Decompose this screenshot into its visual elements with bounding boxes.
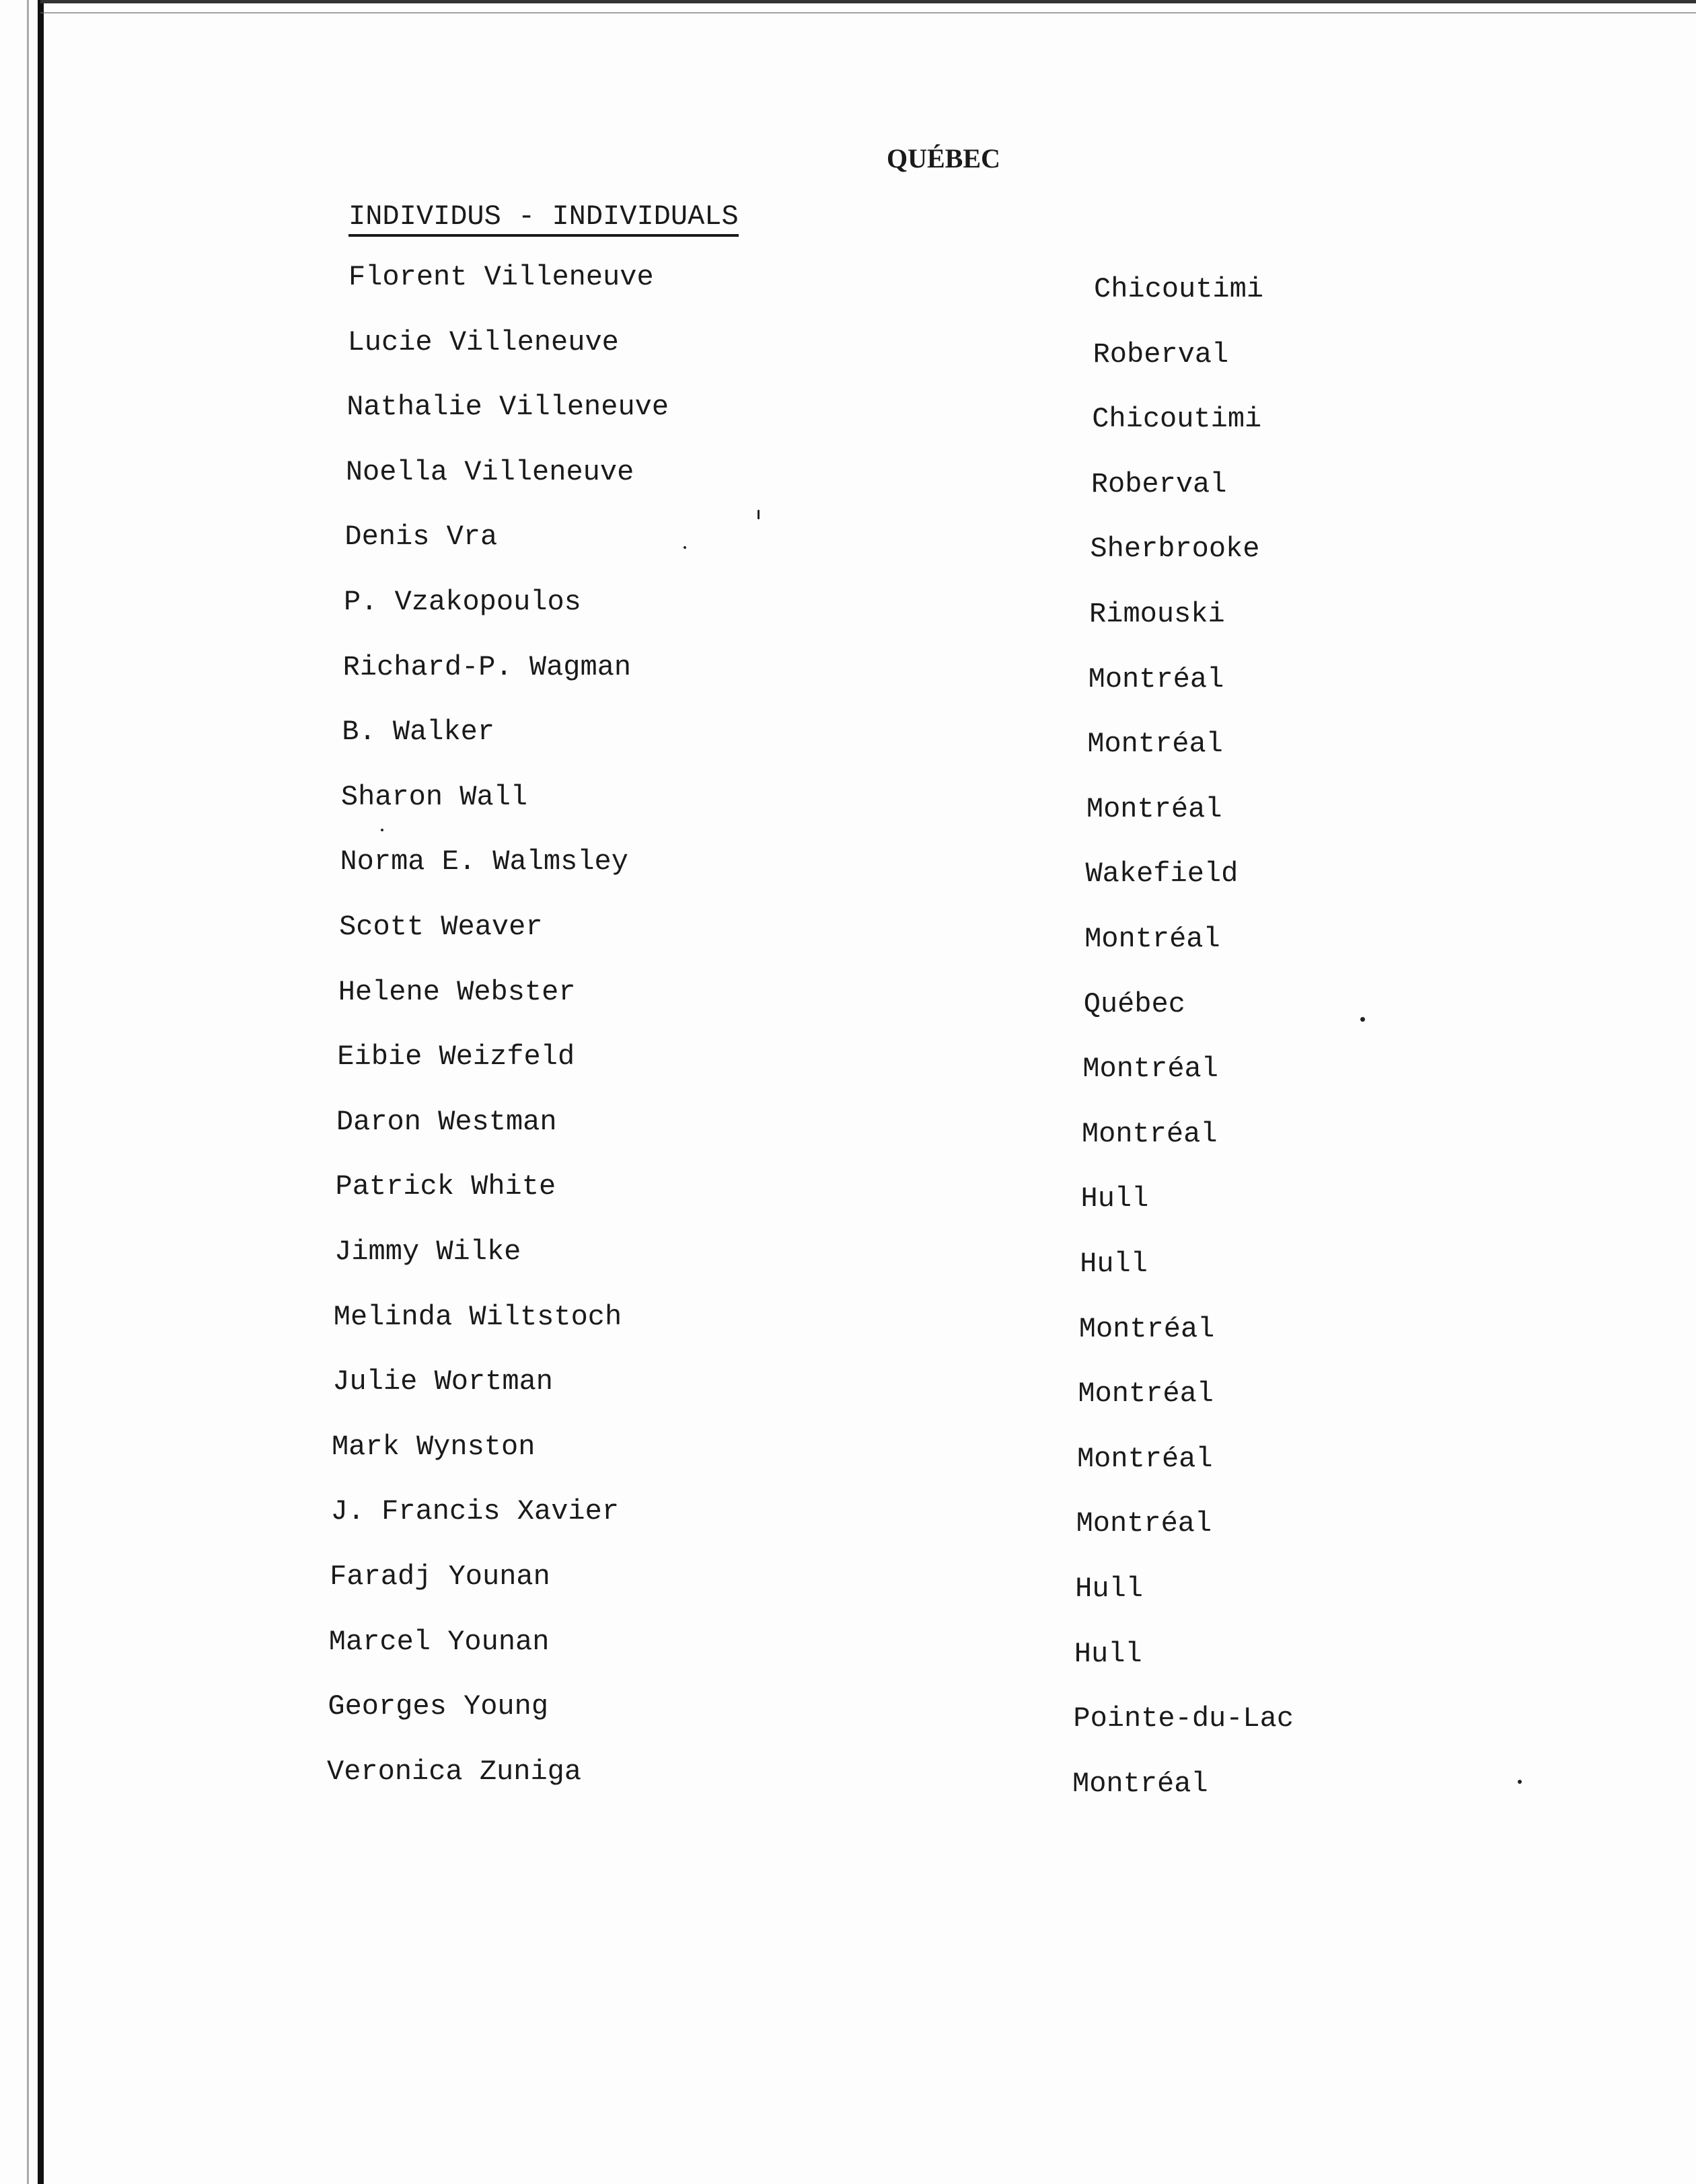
person-name: Georges Young [328,1690,549,1723]
city-name: Roberval [1093,338,1229,371]
person-name: Melinda Wiltstoch [333,1300,622,1333]
person-name: P. Vzakopoulos [344,586,581,618]
city-name: Chicoutimi [1092,403,1262,436]
list-item [0,1625,1278,1670]
person-name: Scott Weaver [339,911,543,943]
person-name: Mark Wynston [331,1430,536,1463]
city-name: Montréal [1082,1053,1218,1086]
list-item [0,391,1278,436]
city-name: Montréal [1087,728,1223,761]
city-name: Montréal [1081,1117,1218,1150]
person-name: Florent Villeneuve [348,261,654,293]
scan-speck [1518,1780,1522,1784]
list-item [0,780,1278,825]
list-item [0,1170,1278,1215]
scan-speck [758,510,760,519]
person-name: Veronica Zuniga [327,1755,582,1788]
list-item [0,1430,1278,1475]
city-name: Montréal [1072,1767,1208,1800]
list-item [0,586,1278,630]
city-name: Sherbrooke [1090,533,1260,566]
person-name: Faradj Younan [330,1560,550,1593]
city-name: Montréal [1086,792,1222,825]
person-name: Helene Webster [338,975,576,1008]
person-name: Sharon Wall [340,780,528,813]
list-item [0,521,1278,566]
list-item [0,1365,1278,1410]
list-item [0,1236,1278,1280]
list-item [0,1300,1278,1345]
scan-speck [381,829,383,831]
section-heading: INDIVIDUS - INDIVIDUALS [348,200,739,237]
person-name: Jimmy Wilke [334,1236,521,1268]
scan-top-edge-faint [40,12,1696,13]
city-name: Rimouski [1089,598,1225,630]
city-name: Hull [1080,1248,1148,1280]
person-name: Lucie Villeneuve [347,326,619,359]
person-name: J. Francis Xavier [330,1495,620,1528]
list-item [0,1560,1278,1605]
city-name: Québec [1083,987,1185,1020]
list-item [0,1755,1278,1800]
person-name: B. Walker [342,716,495,749]
person-name: Eibie Weizfeld [337,1041,575,1074]
city-name: Chicoutimi [1094,273,1264,305]
list-item [0,1690,1294,1735]
city-name: Roberval [1091,467,1227,500]
list-item [0,1041,1278,1086]
city-name: Montréal [1088,663,1224,695]
city-name: Montréal [1078,1378,1214,1410]
list-item [0,975,1278,1020]
person-name: Richard-P. Wagman [342,650,632,683]
city-name: Montréal [1076,1442,1213,1475]
scan-speck [1360,1017,1365,1022]
list-item [0,911,1278,955]
city-name: Hull [1074,1637,1142,1670]
person-name: Denis Vra [344,521,498,554]
scan-top-edge [40,0,1696,3]
city-name: Wakefield [1085,858,1239,891]
city-name: Hull [1080,1182,1149,1215]
person-name: Norma E. Walmsley [340,845,628,878]
person-name: Julie Wortman [332,1365,553,1398]
city-name: Hull [1075,1573,1143,1605]
city-name: Montréal [1078,1312,1215,1345]
list-item [0,261,1278,305]
city-name: Montréal [1084,923,1220,955]
list-item [0,1105,1278,1150]
person-name: Noella Villeneuve [345,455,634,488]
list-item [0,326,1278,371]
person-name: Daron Westman [336,1105,557,1138]
city-name: Pointe-du-Lac [1073,1702,1294,1735]
list-item [0,716,1278,761]
list-item [0,845,1278,891]
list-item [0,455,1278,500]
person-name: Patrick White [335,1170,556,1203]
list-item [0,650,1278,695]
list-item [0,1495,1278,1540]
person-name: Nathalie Villeneuve [346,391,669,424]
city-name: Montréal [1076,1507,1212,1540]
person-name: Marcel Younan [328,1625,550,1658]
page-title: QUÉBEC [887,143,1000,174]
